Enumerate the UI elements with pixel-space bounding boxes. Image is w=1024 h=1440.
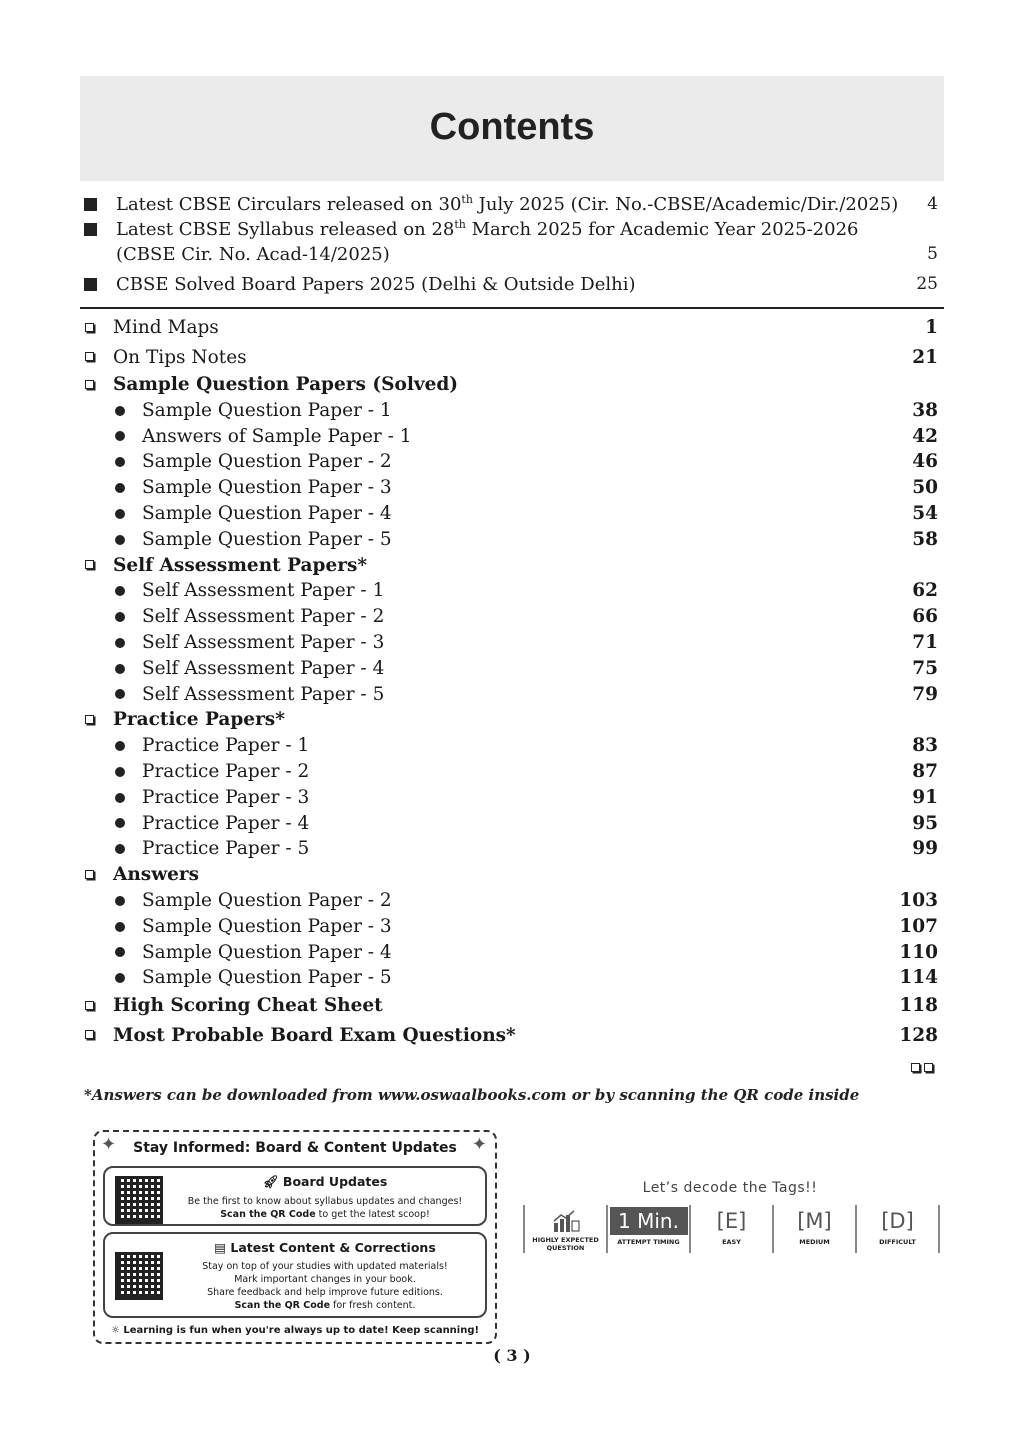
toc-page: 110 — [899, 941, 938, 963]
toc-page: 107 — [899, 915, 938, 937]
toc-label: Most Probable Board Exam Questions* — [113, 1024, 516, 1046]
toc-page: 79 — [912, 683, 938, 705]
checkbox-bullet-icon — [85, 1030, 94, 1039]
toc-page: 91 — [912, 786, 938, 808]
toc-label: Self Assessment Paper - 4 — [142, 657, 385, 679]
toc-label: Self Assessment Paper - 5 — [142, 683, 385, 705]
toc-section[interactable] — [80, 1021, 944, 1051]
tag-caption: MEDIUM — [799, 1238, 830, 1246]
dot-bullet-icon — [115, 431, 125, 441]
toc-section[interactable] — [80, 862, 944, 888]
checkbox-bullet-icon — [85, 323, 94, 332]
content-line-2: Mark important changes in your book. — [234, 1274, 416, 1285]
toc-list — [80, 313, 944, 1050]
toc-page: 87 — [912, 760, 938, 782]
tags-legend — [523, 1205, 940, 1253]
tag-symbol: [M] — [797, 1209, 832, 1233]
checkbox-bullet-icon — [85, 870, 94, 879]
square-bullet-icon — [84, 198, 97, 211]
toc-entry[interactable] — [80, 682, 944, 708]
toc-page: 118 — [899, 995, 938, 1017]
divider — [80, 307, 944, 309]
dot-bullet-icon — [115, 535, 125, 545]
toc-entry[interactable] — [80, 656, 944, 682]
toc-entry[interactable] — [80, 965, 944, 991]
toc-entry[interactable] — [80, 424, 944, 450]
toc-label: Sample Question Paper - 5 — [142, 967, 392, 989]
books-icon: ▤ — [214, 1240, 231, 1255]
toc-entry[interactable] — [80, 888, 944, 914]
content-line-1: Stay on top of your studies with updated materials! — [202, 1261, 448, 1272]
toc-entry[interactable] — [80, 940, 944, 966]
top-item-label: Latest CBSE Syllabus released on 28th March 2025 for Academic Year 2025-2026 — [116, 218, 859, 240]
toc-entry[interactable] — [80, 578, 944, 604]
toc-section[interactable] — [80, 343, 944, 373]
top-item-label: CBSE Solved Board Papers 2025 (Delhi & Outside Delhi) — [116, 274, 636, 295]
dot-bullet-icon — [115, 586, 125, 596]
toc-entry[interactable] — [80, 449, 944, 475]
square-bullet-icon — [84, 278, 97, 291]
toc-label: Sample Question Paper - 3 — [142, 915, 392, 937]
dot-bullet-icon — [115, 457, 125, 467]
toc-label: Practice Paper - 4 — [142, 812, 310, 834]
toc-page: 62 — [912, 580, 938, 602]
top-item-label-line2: (CBSE Cir. No. Acad-14/2025) — [116, 244, 390, 265]
toc-page: 46 — [912, 451, 938, 473]
tag-highly-expected — [523, 1205, 606, 1253]
toc-page: 58 — [912, 528, 938, 550]
toc-label: Sample Question Paper - 1 — [142, 399, 392, 421]
page-title: Contents — [429, 106, 595, 148]
toc-entry[interactable] — [80, 604, 944, 630]
top-item[interactable] — [80, 272, 944, 297]
dot-bullet-icon — [115, 638, 125, 648]
content-title: Latest Content & Corrections — [230, 1240, 436, 1255]
dot-bullet-icon — [115, 973, 125, 983]
toc-label: Sample Question Paper - 3 — [142, 477, 392, 499]
toc-entry[interactable] — [80, 785, 944, 811]
dot-bullet-icon — [115, 818, 125, 828]
toc-entry[interactable] — [80, 475, 944, 501]
toc-label: Self Assessment Paper - 2 — [142, 606, 385, 628]
toc-section[interactable] — [80, 553, 944, 579]
toc-page: 38 — [912, 399, 938, 421]
tag-easy — [689, 1205, 772, 1253]
toc-label: Practice Paper - 5 — [142, 838, 310, 860]
dot-bullet-icon — [115, 406, 125, 416]
tag-difficult — [855, 1205, 940, 1253]
end-mark-icon — [911, 1063, 941, 1075]
board-updates-panel — [103, 1166, 487, 1226]
dot-bullet-icon — [115, 793, 125, 803]
dot-bullet-icon — [115, 612, 125, 622]
qr-code[interactable] — [115, 1252, 163, 1300]
dot-bullet-icon — [115, 767, 125, 777]
toc-label: Practice Paper - 2 — [142, 760, 310, 782]
checkbox-bullet-icon — [85, 715, 94, 724]
party-popper-icon: ✦ — [101, 1134, 117, 1155]
checkbox-bullet-icon — [85, 1001, 94, 1010]
tag-caption: EASY — [722, 1238, 741, 1246]
dot-bullet-icon — [115, 741, 125, 751]
toc-section[interactable] — [80, 313, 944, 343]
top-item-label: Latest CBSE Circulars released on 30th July 2025 (Cir. No.-CBSE/Academic/Dir./2025) — [116, 193, 899, 215]
page-number: ( 3 ) — [493, 1346, 531, 1365]
dot-bullet-icon — [115, 844, 125, 854]
footnote: *Answers can be downloaded from www.oswaalbooks.com or by scanning the QR code inside — [84, 1086, 860, 1104]
toc-entry[interactable] — [80, 914, 944, 940]
tag-attempt-timing — [606, 1205, 689, 1253]
toc-entry[interactable] — [80, 811, 944, 837]
toc-page: 75 — [912, 657, 938, 679]
tag-medium — [772, 1205, 855, 1253]
top-item-page: 25 — [916, 274, 938, 294]
top-item-page: 5 — [927, 244, 938, 264]
toc-label: Practice Paper - 1 — [142, 735, 310, 757]
toc-section[interactable] — [80, 372, 944, 398]
toc-entry[interactable] — [80, 836, 944, 862]
lightbulb-icon: ☼ — [110, 1325, 124, 1336]
toc-label: On Tips Notes — [113, 346, 247, 368]
toc-section[interactable] — [80, 991, 944, 1021]
toc-page: 83 — [912, 735, 938, 757]
toc-page: 50 — [912, 477, 938, 499]
updates-title: Stay Informed: Board & Content Updates — [133, 1140, 457, 1156]
toc-page: 114 — [899, 967, 938, 989]
toc-page: 103 — [899, 889, 938, 911]
toc-page: 95 — [912, 812, 938, 834]
toc-label: Self Assessment Paper - 3 — [142, 631, 385, 653]
toc-label: Self Assessment Papers* — [113, 554, 368, 576]
toc-label: High Scoring Cheat Sheet — [113, 995, 383, 1017]
top-item-page: 4 — [927, 194, 938, 214]
toc-label: Practice Papers* — [113, 709, 285, 731]
toc-label: Answers of Sample Paper - 1 — [142, 425, 412, 447]
top-item[interactable] — [80, 217, 944, 267]
dot-bullet-icon — [115, 483, 125, 493]
board-updates-title: Board Updates — [282, 1174, 388, 1189]
dot-bullet-icon — [115, 922, 125, 932]
tag-caption: ATTEMPT TIMING — [617, 1238, 680, 1246]
tag-symbol: [D] — [881, 1209, 914, 1233]
bar-chart-icon — [552, 1209, 580, 1233]
checkbox-bullet-icon — [85, 380, 94, 389]
toc-page: 54 — [912, 502, 938, 524]
content-updates-panel — [103, 1232, 487, 1318]
contents-header — [80, 76, 944, 181]
toc-label: Mind Maps — [113, 317, 219, 338]
checkbox-bullet-icon — [85, 560, 94, 569]
top-list — [80, 192, 944, 297]
dot-bullet-icon — [115, 689, 125, 699]
toc-entry[interactable] — [80, 630, 944, 656]
tag-symbol: [E] — [716, 1209, 747, 1233]
toc-label: Practice Paper - 3 — [142, 786, 310, 808]
board-line-1: Be the first to know about syllabus updates and changes! — [187, 1196, 463, 1207]
content-line-3: Share feedback and help improve future editions. — [207, 1287, 443, 1298]
tag-caption: DIFFICULT — [879, 1238, 916, 1246]
toc-section[interactable] — [80, 707, 944, 733]
toc-page: 1 — [925, 317, 938, 338]
party-popper-icon: ✦ — [471, 1134, 487, 1155]
dot-bullet-icon — [115, 947, 125, 957]
toc-page: 42 — [912, 425, 938, 447]
board-line-2: Scan the QR Code to get the latest scoop! — [220, 1209, 430, 1220]
toc-label: Sample Question Paper - 4 — [142, 941, 392, 963]
toc-page: 66 — [912, 606, 938, 628]
dot-bullet-icon — [115, 509, 125, 519]
tags-title: Let’s decode the Tags!! — [642, 1180, 818, 1196]
toc-entry[interactable] — [80, 398, 944, 424]
checkbox-bullet-icon — [85, 352, 94, 361]
toc-page: 99 — [912, 838, 938, 860]
top-item[interactable] — [80, 192, 944, 217]
dot-bullet-icon — [115, 896, 125, 906]
toc-label: Sample Question Paper - 2 — [142, 889, 392, 911]
tag-caption: HIGHLY EXPECTED QUESTION — [532, 1236, 599, 1252]
qr-code[interactable] — [115, 1176, 163, 1224]
toc-label: Sample Question Paper - 4 — [142, 502, 392, 524]
toc-label: Answers — [113, 864, 200, 886]
tag-symbol: 1 Min. — [610, 1207, 688, 1235]
toc-label: Sample Question Papers (Solved) — [113, 374, 459, 395]
toc-label: Sample Question Paper - 2 — [142, 451, 392, 473]
toc-label: Sample Question Paper - 5 — [142, 528, 392, 550]
toc-entry[interactable] — [80, 733, 944, 759]
toc-page: 128 — [899, 1024, 938, 1046]
dot-bullet-icon — [115, 664, 125, 674]
toc-entry[interactable] — [80, 527, 944, 553]
toc-page: 21 — [912, 346, 938, 368]
toc-entry[interactable] — [80, 501, 944, 527]
content-line-4: Scan the QR Code for fresh content. — [234, 1300, 416, 1311]
toc-page: 71 — [912, 631, 938, 653]
updates-footer: Learning is fun when you're always up to date! Keep scanning! — [123, 1325, 480, 1336]
toc-entry[interactable] — [80, 759, 944, 785]
square-bullet-icon — [84, 223, 97, 236]
updates-box — [93, 1130, 497, 1344]
rocket-icon: 🚀︎ — [262, 1174, 283, 1189]
toc-label: Self Assessment Paper - 1 — [142, 580, 385, 602]
